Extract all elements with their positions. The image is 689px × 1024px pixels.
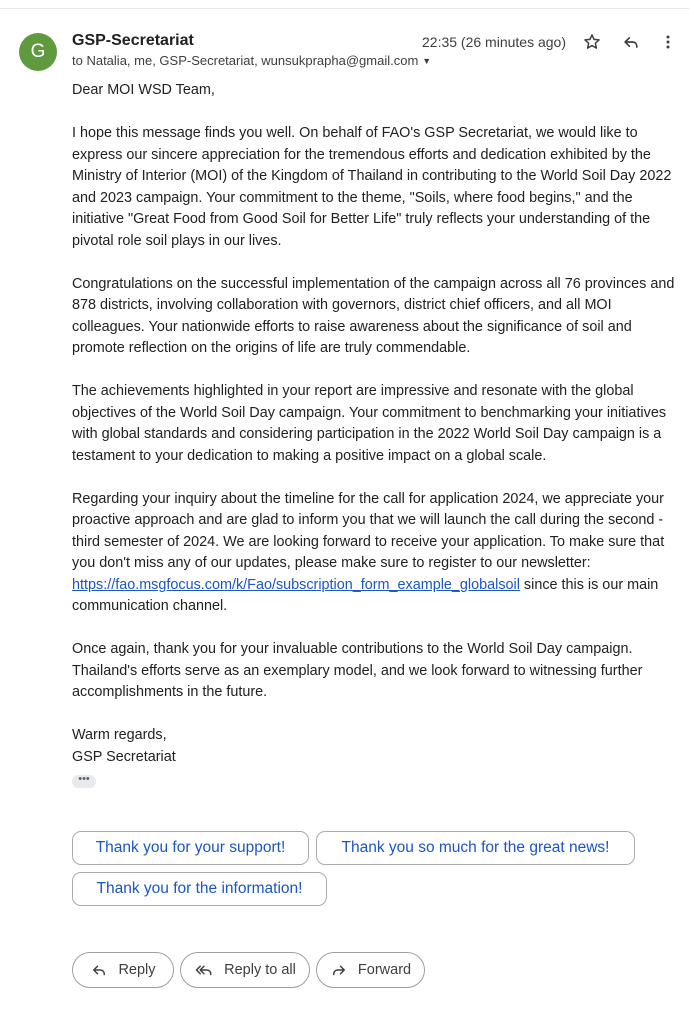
caret-down-icon: ▼ [422,56,432,66]
paragraph-2: Congratulations on the successful implementation of the campaign across all 76 provinces and 878 districts, involving collaboration with governors, district chief officers, and all MOI colleagues. Your nationwide efforts to raise awareness about the significance of soil and promote reflection on the origins of life are truly commendable. [72,275,675,356]
paragraph-4-tail: since this is our main communication channel. [72,576,659,614]
reply-all-label: Reply to all [224,962,296,978]
greeting: Dear MOI WSD Team, [72,82,215,98]
smart-reply-information[interactable]: Thank you for the information! [72,872,327,906]
email-body [72,80,682,768]
paragraph-1: I hope this message finds you well. On behalf of FAO's GSP Secretariat, we would like to express our sincere appreciation for the tremendous efforts and dedication exhibited by the Ministry of Interior (MOI) of the Kingdom of Thailand in contributing to the World Soil Day 2022 and 2023 campaign. Your commitment to the theme, "Soils, where food begins," and the initiative "Great Food from Good Soil for Better Life" truly reflects your understanding of the pivotal role soil plays in our lives. [72,125,672,249]
show-trimmed-content-button[interactable]: ••• [72,775,96,788]
reply-icon [90,961,108,979]
sender-avatar[interactable] [19,33,57,71]
reply-label: Reply [118,962,156,978]
header-divider [0,8,689,9]
paragraph-4 [72,489,682,618]
reply-icon[interactable] [619,30,643,54]
smart-reply-great-news[interactable]: Thank you so much for the great news! [316,831,635,865]
star-icon[interactable] [580,30,604,54]
recipients-text: to Natalia, me, GSP-Secretariat, wunsukprapha@gmail.com [72,53,419,68]
sender-name[interactable]: GSP-Secretariat [72,32,194,49]
forward-label: Forward [357,962,412,978]
email-timestamp: 22:35 (26 minutes ago) [422,34,566,50]
reply-all-button[interactable] [180,952,310,988]
more-vertical-icon[interactable] [656,30,680,54]
reply-button[interactable] [72,952,174,988]
recipients-dropdown[interactable] [72,53,431,68]
reply-all-icon [194,961,214,979]
signature: GSP Secretariat [72,748,176,765]
forward-button[interactable] [316,952,425,988]
paragraph-5: Once again, thank you for your invaluable contributions to the World Soil Day campaign. Thailand's efforts serve as an exemplary model, and we look forward to witnessing further accomplishments in the future. [72,641,643,700]
smart-reply-support[interactable]: Thank you for your support! [72,831,309,865]
paragraph-4-text: Regarding your inquiry about the timeline for the call for application 2024, we appreciate your proactive approach and are glad to inform you that we will launch the call during the second - third semester of 2024. We are looking forward to receive your application. To make sure that you don't miss any of our updates, please make sure to register to our newsletter: [72,490,665,571]
avatar-letter: G [30,41,46,62]
closing: Warm regards, [72,727,167,743]
newsletter-link[interactable]: https://fao.msgfocus.com/k/Fao/subscription_form_example_globalsoil [72,576,520,593]
paragraph-3: The achievements highlighted in your report are impressive and resonate with the global objectives of the World Soil Day campaign. Your commitment to benchmarking your initiatives with global standards and considering participation in the 2022 World Soil Day campaign is a testament to your dedication to making a positive impact on a global scale. [72,383,667,464]
forward-icon [330,961,348,979]
